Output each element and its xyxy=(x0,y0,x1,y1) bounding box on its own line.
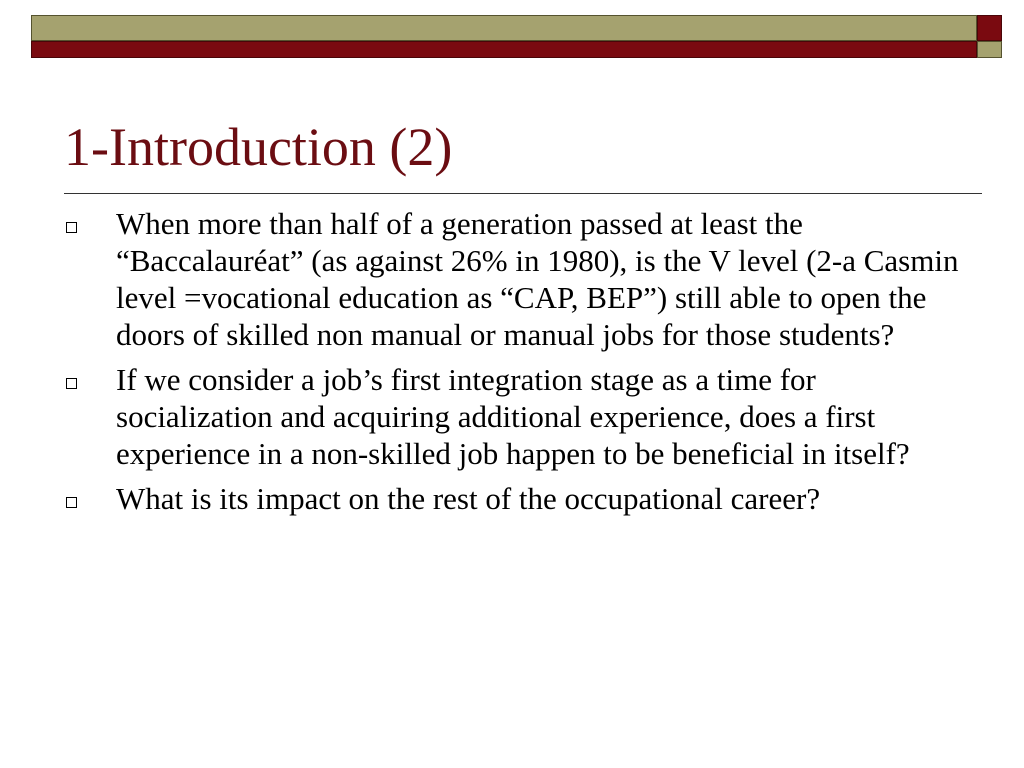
bullet-item xyxy=(64,480,974,517)
header-olive-square xyxy=(977,41,1002,58)
title-divider xyxy=(64,193,982,194)
hollow-square-bullet-icon xyxy=(66,497,77,508)
header-olive-bar xyxy=(31,15,977,41)
bullet-text: What is its impact on the rest of the occupational career? xyxy=(116,481,821,516)
bullet-text: When more than half of a generation passed at least the “Baccalauréat” (as against 26% in 1980), is the V level (2-a Casmin level =vocational education as “CAP, BEP”) still able to open the doors of skilled non manual or manual jobs for those students? xyxy=(116,206,959,352)
bullet-list xyxy=(64,205,974,525)
header-maroon-square xyxy=(977,15,1002,41)
bullet-item xyxy=(64,361,974,472)
bullet-item xyxy=(64,205,974,353)
hollow-square-bullet-icon xyxy=(66,378,77,389)
header-maroon-bar xyxy=(31,41,977,58)
slide-title: 1-Introduction (2) xyxy=(64,117,453,177)
bullet-text: If we consider a job’s first integration stage as a time for socialization and acquiring additional experience, does a first experience in a non-skilled job happen to be beneficial in itself? xyxy=(116,362,910,471)
hollow-square-bullet-icon xyxy=(66,222,77,233)
